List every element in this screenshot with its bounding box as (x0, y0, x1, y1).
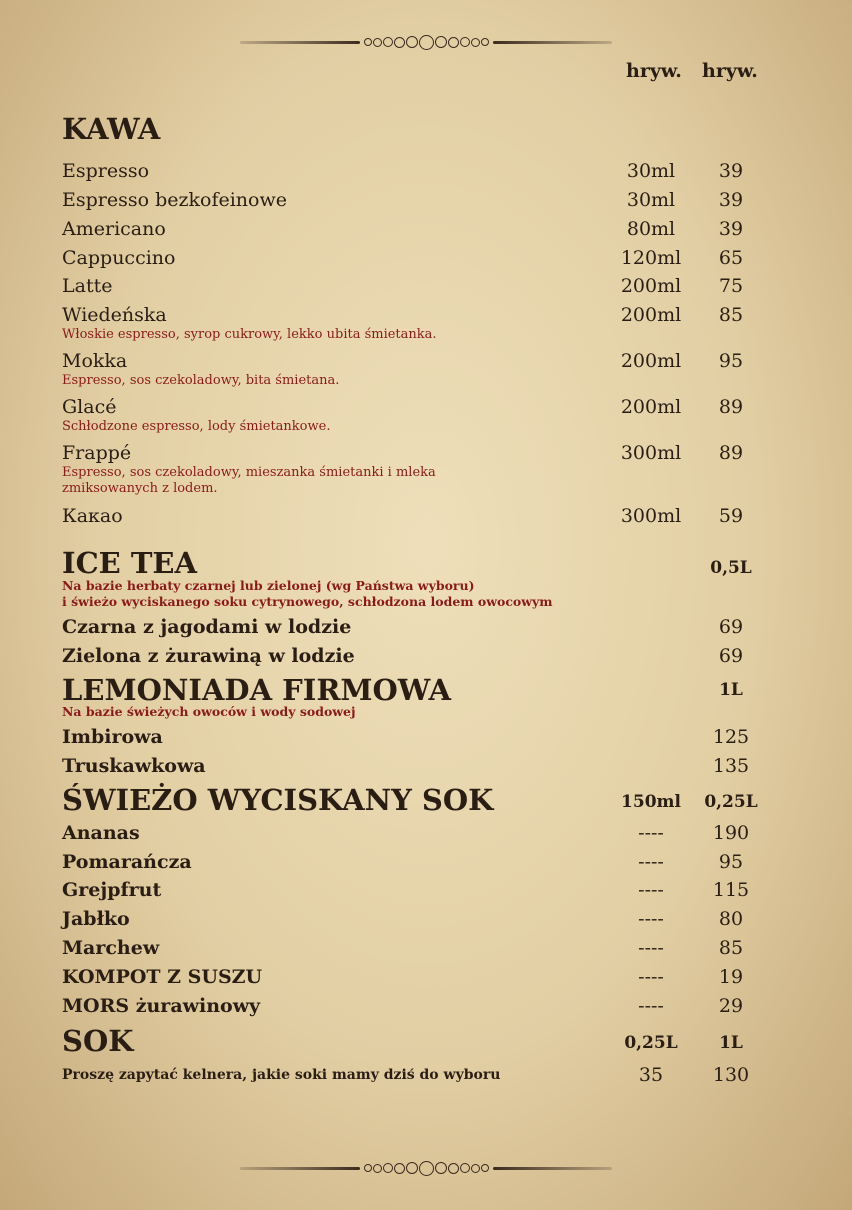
item-name: Zielona z żurawiną w lodzie (62, 645, 355, 667)
item-price: 39 (718, 160, 744, 182)
item-description: Schłodzone espresso, lody śmietankowe. (62, 419, 331, 434)
item-price-2: 95 (718, 851, 744, 873)
menu-item (0, 187, 852, 213)
column-header-1: hryw. (626, 60, 682, 82)
item-description: Espresso, sos czekoladowy, mieszanka śmietanki i mleka zmiksowanych z lodem. (62, 465, 436, 496)
menu-item (0, 302, 852, 328)
menu-item (0, 216, 852, 242)
item-price: 69 (718, 645, 744, 667)
bottom-ornament (240, 1158, 612, 1178)
menu-item (0, 394, 852, 420)
item-name: Imbirowa (62, 726, 163, 748)
item-price: 59 (718, 505, 744, 527)
item-size: 30ml (626, 189, 676, 211)
item-price: 39 (718, 218, 744, 240)
item-price: 65 (718, 247, 744, 269)
item-name: Marchew (62, 937, 160, 959)
item-price: 85 (718, 304, 744, 326)
top-ornament (240, 32, 612, 52)
item-name: Cappuccino (62, 247, 176, 269)
menu-item (0, 348, 852, 374)
section-title-sok: SOK (62, 1024, 134, 1058)
item-price-1: ---- (638, 937, 664, 959)
item-price-1: ---- (638, 851, 664, 873)
item-name: Ananas (62, 822, 140, 844)
item-size: 80ml (626, 218, 676, 240)
item-description: Włoskie espresso, syrop cukrowy, lekko ubita śmietanka. (62, 327, 437, 342)
section-title-fresh-juice: ŚWIEŻO WYCISKANY SOK (62, 783, 494, 817)
item-name: Espresso bezkofeinowe (62, 189, 287, 211)
item-price-2: 85 (718, 937, 744, 959)
item-name: KOMPOT Z SUSZU (62, 966, 263, 988)
section-title-kawa: KAWA (62, 112, 161, 146)
item-size: 300ml (620, 442, 682, 464)
item-name: Pomarańcza (62, 851, 192, 873)
item-size: 30ml (626, 160, 676, 182)
section-unit: 0,5L (710, 558, 752, 578)
item-price-2: 115 (712, 879, 750, 901)
item-price: 39 (718, 189, 744, 211)
menu-item (0, 158, 852, 184)
column-header-2: hryw. (702, 60, 758, 82)
section-unit-1: 0,25L (624, 1033, 678, 1053)
section-description: i świeżo wyciskanego soku cytrynowego, schłodzona lodem owocowym (62, 594, 553, 609)
section-description: Na bazie świeżych owoców i wody sodowej (62, 704, 356, 719)
menu-item (0, 643, 852, 669)
menu-item (0, 440, 852, 466)
item-price-2: 80 (718, 908, 744, 930)
item-name: Czarna z jagodami w lodzie (62, 616, 352, 638)
item-name: Latte (62, 275, 113, 297)
item-name: Espresso (62, 160, 150, 182)
section-description: Na bazie herbaty czarnej lub zielonej (wg Państwa wyboru) (62, 578, 475, 593)
item-size: 200ml (620, 396, 682, 418)
menu-item (0, 724, 852, 750)
menu-item (0, 753, 852, 779)
item-size: 200ml (620, 275, 682, 297)
item-price: 125 (712, 726, 750, 748)
item-name: Какао (62, 505, 123, 527)
item-name: Jabłko (62, 908, 130, 930)
item-price-2: 19 (718, 966, 744, 988)
menu-item (0, 877, 852, 903)
item-price-2: 29 (718, 995, 744, 1017)
menu-item (0, 503, 852, 529)
item-price: 89 (718, 442, 744, 464)
sok-note: Proszę zapytać kelnera, jakie soki mamy dziś do wyboru (62, 1067, 501, 1083)
item-price-2: 130 (712, 1064, 750, 1086)
item-price: 135 (712, 755, 750, 777)
section-unit-1: 150ml (621, 792, 681, 812)
item-name: MORS żurawinowy (62, 995, 261, 1017)
section-title-ice-tea: ICE TEA (62, 546, 198, 580)
menu-item (0, 614, 852, 640)
item-price-1: ---- (638, 908, 664, 930)
item-size: 300ml (620, 505, 682, 527)
item-name: Mokka (62, 350, 128, 372)
item-price: 69 (718, 616, 744, 638)
item-size: 120ml (620, 247, 682, 269)
menu-item (0, 820, 852, 846)
menu-item (0, 964, 852, 990)
item-name: Wiedeńska (62, 304, 167, 326)
item-size: 200ml (620, 304, 682, 326)
section-title-lemoniada: LEMONIADA FIRMOWA (62, 673, 452, 707)
item-name: Glacé (62, 396, 117, 418)
item-price-1: ---- (638, 822, 664, 844)
menu-item (0, 906, 852, 932)
item-description: Espresso, sos czekoladowy, bita śmietana. (62, 373, 340, 388)
item-size: 200ml (620, 350, 682, 372)
item-price: 75 (718, 275, 744, 297)
section-unit: 1L (719, 680, 743, 700)
menu-item (0, 993, 852, 1019)
item-price-1: 35 (638, 1064, 664, 1086)
item-price-1: ---- (638, 995, 664, 1017)
item-price-2: 190 (712, 822, 750, 844)
item-name: Frappé (62, 442, 132, 464)
item-price: 89 (718, 396, 744, 418)
item-name: Truskawkowa (62, 755, 206, 777)
item-name: Americano (62, 218, 166, 240)
section-unit-2: 1L (719, 1033, 743, 1053)
menu-item (0, 273, 852, 299)
menu-item (0, 1062, 852, 1088)
item-price-1: ---- (638, 966, 664, 988)
menu-item (0, 245, 852, 271)
item-name: Grejpfrut (62, 879, 162, 901)
item-price-1: ---- (638, 879, 664, 901)
menu-item (0, 849, 852, 875)
item-price: 95 (718, 350, 744, 372)
section-unit-2: 0,25L (704, 792, 758, 812)
menu-item (0, 935, 852, 961)
